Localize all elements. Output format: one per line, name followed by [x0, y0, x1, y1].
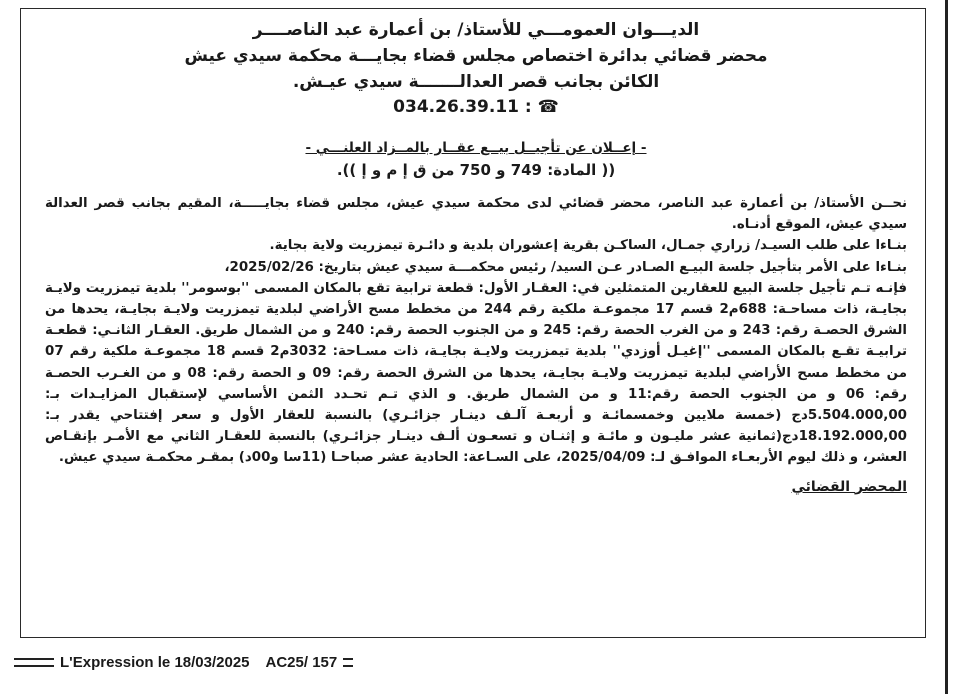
- notice-frame: [20, 8, 926, 638]
- office-jurisdiction: محضر قضائي بدائرة اختصاص مجلس قضاء بجايـــة محكمة سيدي عيش: [184, 46, 768, 66]
- notice-paragraph: بنـاءا على الأمر بتأجيل جلسة البيـع الصـادر عـن السيد/ رئيس محكمـــة سيدي عيش بتاريخ: 2025/02/26،: [224, 259, 907, 275]
- notice-title: - إعــلان عن تأجيــل بيــع عقــار بالمــزاد العلنـــي -: [305, 140, 647, 156]
- footer-rule-left: [14, 658, 54, 667]
- page-edge-rule: [945, 0, 948, 694]
- reference-code: AC25/ 157: [265, 653, 338, 671]
- legal-article-reference: (( المادة: 749 و 750 من ق إ م و إ )).: [336, 161, 616, 179]
- notice-paragraph: فإنـه تـم تأجيل جلسة البيع للعقارين المتمثلين في: العقـار الأول: قطعة ترابية تقع بالمكان المسمى ''بوسومر'' بلدية تيمزريت ولايـة بجايـة، ذات مساحـة: 688م2 قسم 17 مجموعـة ملكية رقم 244 من مخطط مسح الأراضي لبلدية تيمزريت ولايـة بجايـة، يحدها من الشرق الحصـة رقم: 243 و من الغرب الحصة رقم: 245 و من الجنوب الحصة رقم: 240 و من الشمال طريق. العقـار الثانـي: قطعـة ترابيـة تقـع بالمكان المسمى ''إغيـل أوزدي'' بلدية تيمزريت ولايـة بجايـة، ذات مسـاحة: 3032م2 قسم 18 مجموعـة ملكية رقم 07 من مخطط مسح الأراضي لبلدية تيمزريت ولايـة بجايـة، يحدها من الشرق الحصة رقم: 09 و الحصة رقم: 08 و من الغـرب الحصـة رقم: 06 و من الجنوب الحصة رقم:11 و من الشمال طريق. و الذي تـم تحـدد الثمن الأساسي لإستقبال المزايـدات بـ: 5.504.000,00دج (خمسة ملايين وخمسمائـة و أربعـة آلـف دينـار جزائـري) بالنسبة للعقار الأول و سعر إفتتاحي يقدر بـ: 18.192.000,00دج(ثمانية عشر مليـون و مائـة و إثنـان و تسعـون ألـف دينـار جزائـري) بالنسبة للعقـار الثاني مع الأمـر بإنقـاص العشر، و ذلك ليوم الأربعـاء الموافـق لـ: 2025/04/09، على السـاعة: الحادية عشر صباحـا (11سا و00د) بمقـر محكمـة سيدي عيش.: [45, 280, 908, 466]
- notice-body: [45, 193, 907, 469]
- office-phone: 034.26.39.11 : ☎: [393, 97, 559, 117]
- bailiff-signature-label: المحضر القضائي: [791, 478, 907, 495]
- office-address: الكائن بجانب قصر العدالـــــــة سيدي عيـش.: [292, 72, 660, 92]
- office-name: الديـــوان العمومـــي للأستاذ/ بن أعمارة عبد الناصــــر: [252, 20, 700, 40]
- publication-line: L'Expression le 18/03/2025: [60, 653, 250, 671]
- notice-header: [45, 17, 907, 95]
- publication-footer: [14, 648, 434, 676]
- footer-rule-right: [343, 658, 353, 667]
- notice-paragraph: بنـاءا على طلب السيـد/ زراري جمـال، الساكـن بقرية إعشوران بلدية و دائـرة تيمزريت ولاية بجاية.: [269, 238, 907, 254]
- notice-paragraph: نحــن الأستاذ/ بن أعمارة عبد الناصر، محضر قضائي لدى محكمة سيدي عيش، مجلس قضاء بجايـــــة، المقيم بجانب قصر العدالة سيدي عيش، الموقع أدنـاه.: [45, 196, 907, 233]
